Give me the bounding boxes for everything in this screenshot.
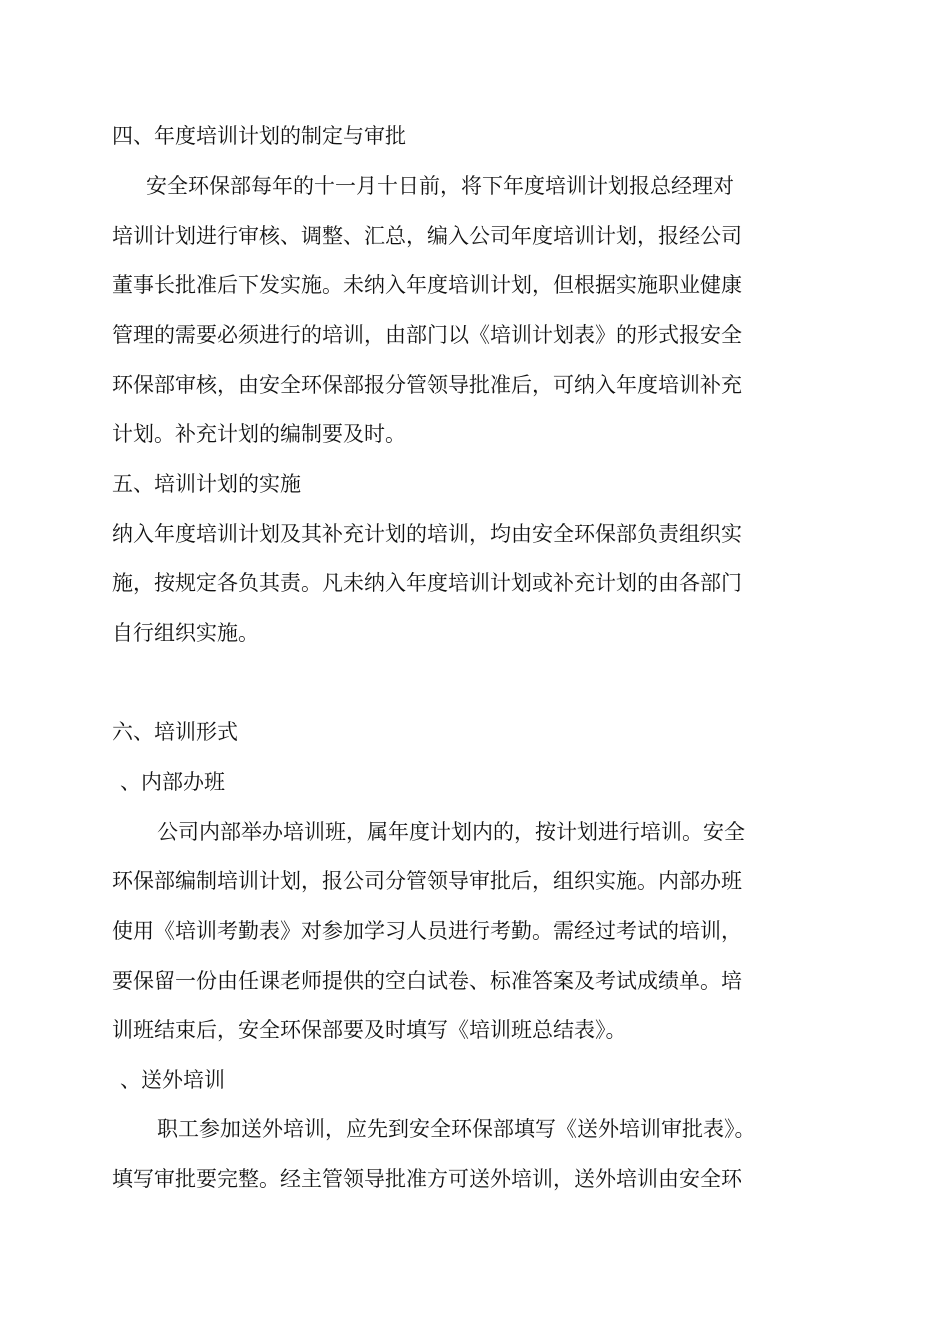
paragraph-line: 环保部审核，由安全环保部报分管领导批准后，可纳入年度培训补充 xyxy=(112,373,742,397)
subsection-heading: 、送外培训 xyxy=(120,1068,225,1092)
subsection-heading: 、内部办班 xyxy=(120,770,225,794)
paragraph-line: 职工参加送外培训，应先到安全环保部填写《送外培训审批表》。 xyxy=(157,1117,756,1141)
paragraph-line: 安全环保部每年的十一月十日前，将下年度培训计划报总经理对 xyxy=(146,174,734,198)
paragraph-line: 培训计划进行审核、调整、汇总，编入公司年度培训计划，报经公司 xyxy=(112,224,742,248)
paragraph-line: 使用《培训考勤表》对参加学习人员进行考勤。需经过考试的培训， xyxy=(112,919,742,943)
paragraph-line: 施，按规定各负其责。凡未纳入年度培训计划或补充计划的由各部门 xyxy=(112,571,742,595)
paragraph-line: 公司内部举办培训班，属年度计划内的，按计划进行培训。安全 xyxy=(157,820,745,844)
paragraph-line: 填写审批要完整。经主管领导批准方可送外培训，送外培训由安全环 xyxy=(112,1167,742,1191)
section-5-heading: 五、培训计划的实施 xyxy=(112,472,301,496)
section-6-heading: 六、培训形式 xyxy=(112,720,238,744)
paragraph-line: 环保部编制培训计划，报公司分管领导审批后，组织实施。内部办班 xyxy=(112,869,742,893)
paragraph-line: 管理的需要必须进行的培训，由部门以《培训计划表》的形式报安全 xyxy=(112,323,742,347)
section-4-heading: 四、年度培训计划的制定与审批 xyxy=(112,124,406,148)
paragraph-line: 纳入年度培训计划及其补充计划的培训，均由安全环保部负责组织实 xyxy=(112,522,742,546)
paragraph-line: 董事长批准后下发实施。未纳入年度培训计划，但根据实施职业健康 xyxy=(112,273,742,297)
paragraph-line: 要保留一份由任课老师提供的空白试卷、标准答案及考试成绩单。培 xyxy=(112,969,742,993)
paragraph-line: 计划。补充计划的编制要及时。 xyxy=(112,422,406,446)
paragraph-line: 训班结束后，安全环保部要及时填写《培训班总结表》。 xyxy=(112,1018,627,1042)
paragraph-line: 自行组织实施。 xyxy=(112,621,259,645)
